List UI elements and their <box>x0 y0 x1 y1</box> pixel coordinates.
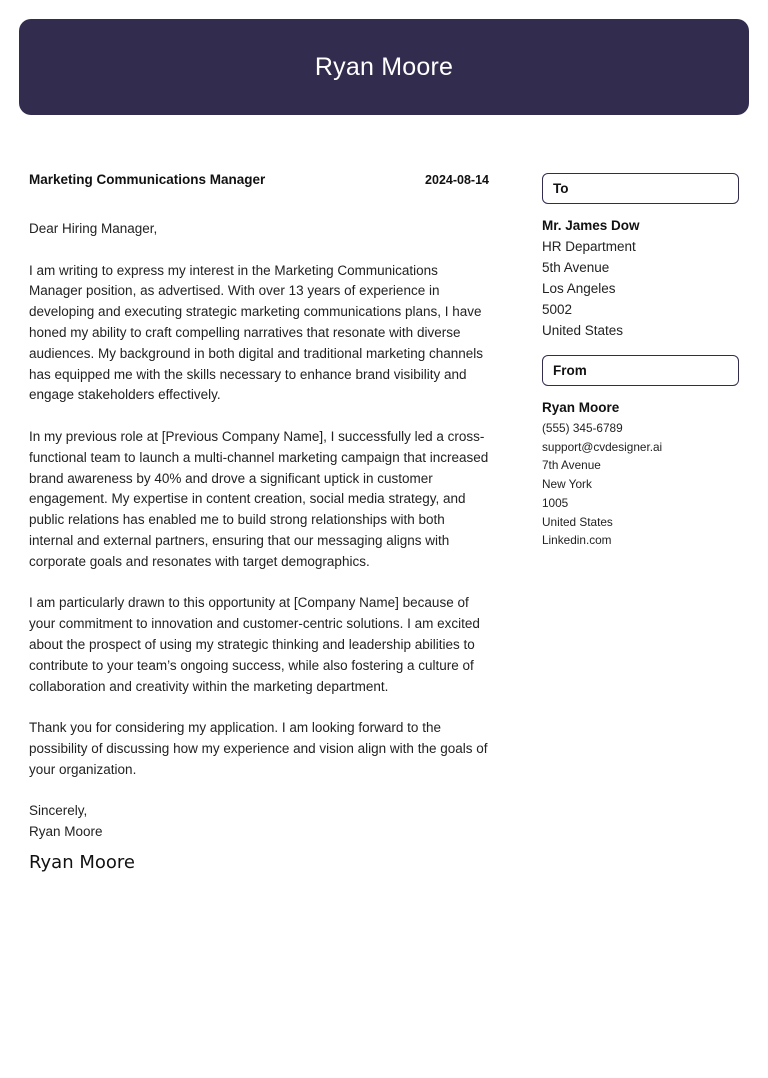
letter-body <box>29 172 489 874</box>
recipient-block <box>542 215 739 341</box>
letter-closing: Sincerely, <box>29 803 88 819</box>
to-heading-label: To <box>553 181 569 196</box>
letter-paragraph: I am particularly drawn to this opportunity at [Company Name] because of your commitment to innovation and customer-centric solutions. I am excited about the prospect of using my strategic thinking and leadership abilities to contribute to your team’s ongoing success, while also fostering a culture of collaboration and creativity within the marketing department. <box>29 595 480 694</box>
sender-street: 7th Avenue <box>542 458 601 473</box>
to-heading <box>542 173 739 204</box>
letter-closing-name: Ryan Moore <box>29 824 103 840</box>
letter-paragraph: In my previous role at [Previous Company Name], I successfully led a cross-functional team to launch a multi-channel marketing campaign that increased brand awareness by 40% and drove a significant uptick in customer engagement. My expertise in content creation, social media strategy, and public relations has enabled me to build strong relationships with both internal and external partners, ensuring that our messaging aligns with corporate goals and resonates with target demographics. <box>29 428 489 569</box>
header-banner <box>19 19 749 115</box>
sender-email: support@cvdesigner.ai <box>542 439 663 454</box>
sender-city: New York <box>542 477 592 492</box>
recipient-department: HR Department <box>542 239 636 254</box>
letter-date: 2024-08-14 <box>425 173 489 187</box>
sender-phone: (555) 345-6789 <box>542 421 623 435</box>
sender-zip: 1005 <box>542 495 569 510</box>
recipient-name: Mr. James Dow <box>542 218 640 233</box>
sender-country: United States <box>542 514 613 529</box>
from-heading <box>542 355 739 386</box>
letter-paragraph: I am writing to express my interest in the Marketing Communications Manager position, as advertised. With over 13 years of experience in developing and executing strategic marketing communications plans, I have honed my ability to craft compelling narratives that resonate with diverse audiences. My background in both digital and traditional marketing channels has equipped me with the skills necessary to enhance brand visibility and engage stakeholders effectively. <box>29 262 484 403</box>
letter-content <box>29 219 489 874</box>
from-heading-label: From <box>553 363 587 378</box>
letter-greeting: Dear Hiring Manager, <box>29 221 158 236</box>
subject-row <box>29 172 489 187</box>
letter-subject: Marketing Communications Manager <box>29 172 266 187</box>
signature: Ryan Moore <box>29 851 135 873</box>
sender-block <box>542 397 739 550</box>
recipient-street: 5th Avenue <box>542 260 610 275</box>
recipient-zip: 5002 <box>542 302 573 317</box>
recipient-city: Los Angeles <box>542 281 616 296</box>
sender-name: Ryan Moore <box>542 400 620 415</box>
sender-website: Linkedin.com <box>542 533 612 548</box>
sidebar <box>542 173 739 550</box>
recipient-country: United States <box>542 323 624 338</box>
applicant-name: Ryan Moore <box>314 52 454 81</box>
letter-paragraph: Thank you for considering my application. I am looking forward to the possibility of discussing how my experience and vision align with the goals of your organization. <box>29 720 488 777</box>
